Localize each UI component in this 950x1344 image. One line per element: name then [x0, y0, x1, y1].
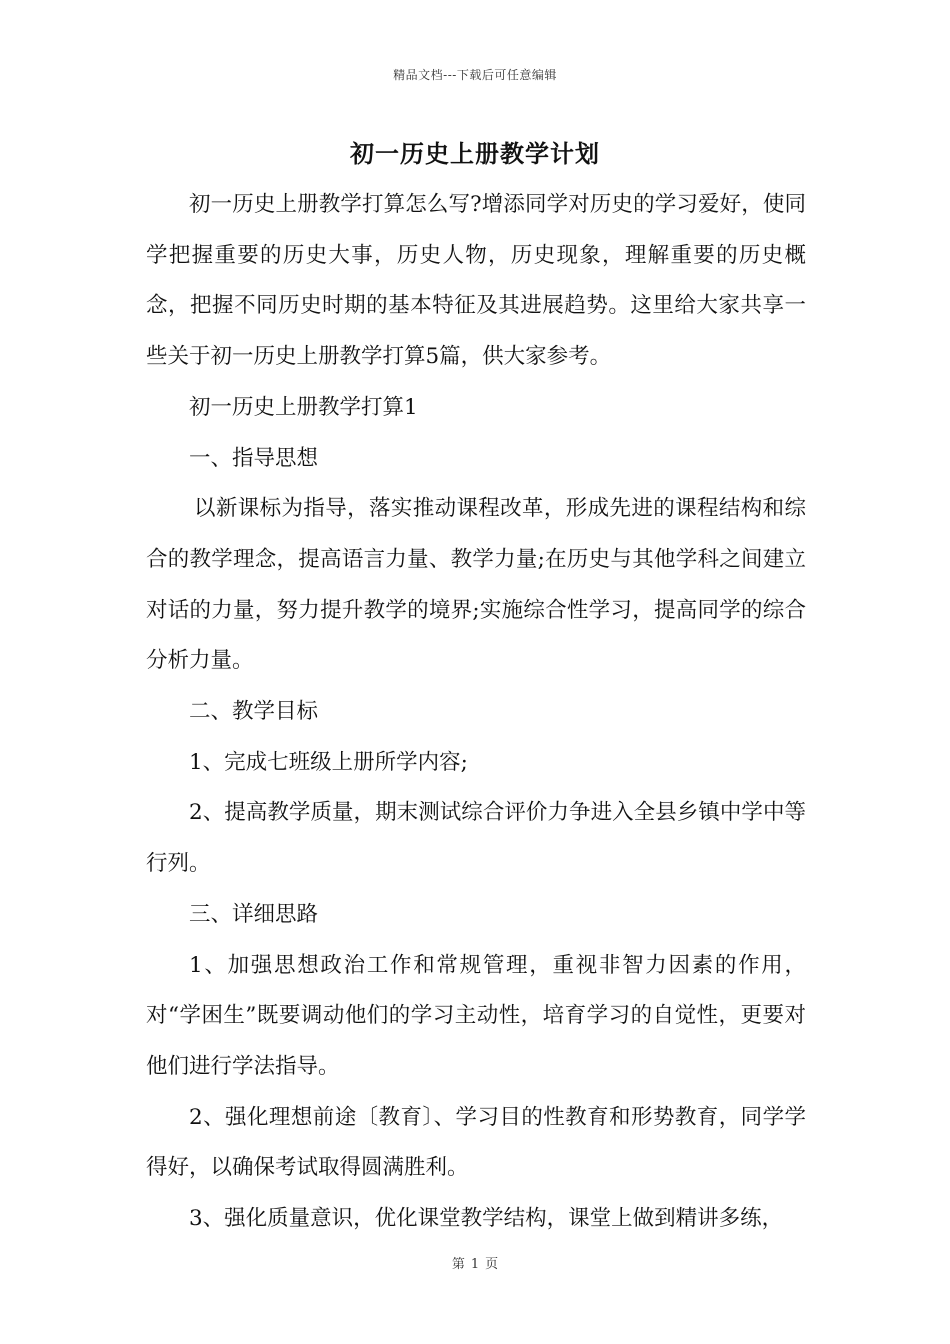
page-footer: [0, 1253, 950, 1272]
goal-item-1: 1、完成七班级上册所学内容;: [189, 749, 468, 775]
guiding-thought-paragraph: 以新课标为指导，落实推动课程改革，形成先进的课程结构和综合的教学理念，提高语言力量、教学力量;在历史与其他学科之间建立对话的力量，努力提升教学的境界;实施综合性学习，提高同学的综合分析力量。: [146, 496, 806, 674]
page-header: 精品文档---下载后可任意编辑: [393, 68, 557, 82]
document-title: 初一历史上册教学计划: [350, 139, 600, 168]
document-body: [146, 180, 806, 1245]
section-heading-detailed-approach: 三、详细思路: [189, 901, 319, 927]
footer-suffix: 页: [485, 1257, 499, 1272]
goal-item-2: 2、提高教学质量，期末测试综合评价力争进入全县乡镇中学中等行列。: [146, 800, 806, 877]
section-heading-guiding-thought: 一、指导思想: [189, 445, 319, 471]
approach-item-3: 3、强化质量意识，优化课堂教学结构，课堂上做到精讲多练，: [189, 1206, 784, 1232]
intro-paragraph: 初一历史上册教学打算怎么写?增添同学对历史的学习爱好，使同学把握重要的历史大事，历史人物，历史现象，理解重要的历史概念，把握不同历史时期的基本特征及其进展趋势。这里给大家共享一些关于初一历史上册教学打算5篇，供大家参考。: [146, 192, 806, 370]
footer-prefix: 第: [451, 1257, 465, 1272]
plan-heading: 初一历史上册教学打算1: [189, 394, 418, 420]
approach-item-1: 1、加强思想政治工作和常规管理，重视非智力因素的作用，对“学困生”既要调动他们的学习主动性，培育学习的自觉性，更要对他们进行学法指导。: [146, 952, 806, 1079]
section-heading-teaching-goals: 二、教学目标: [189, 699, 319, 725]
page-number: 1: [470, 1257, 480, 1272]
approach-item-2: 2、强化理想前途〔教育〕、学习目的性教育和形势教育，同学学得好，以确保考试取得圆满胜利。: [146, 1104, 806, 1181]
